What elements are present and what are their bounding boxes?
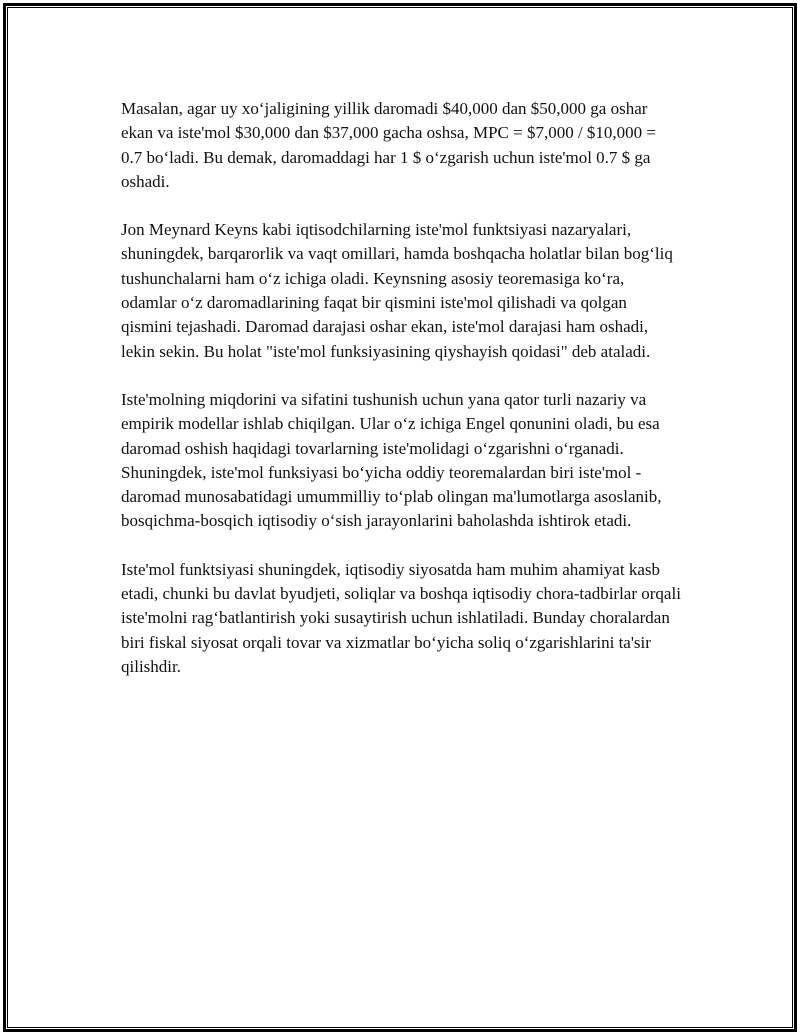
page-frame [3,3,797,1032]
paragraph-empirical-models: Iste'molning miqdorini va sifatini tushunish uchun yana qator turli nazariy va empirik modellar ishlab chiqilgan. Ular o‘z ichiga Engel qonunini oladi, bu esa daromad oshish haqidagi tovarlarning iste'molidagi o‘zgarishni o‘rganadi. Shuningdek, iste'mol funksiyasi bo‘yicha oddiy teoremalardan biri iste'mol - daromad munosabatidagi umummilliy to‘plab olingan ma'lumotlarga asoslanib, bosqichma-bosqich iqtisodiy o‘sish jarayonlarini baholashda ishtirok etadi. [121,389,662,531]
document-body [121,97,681,703]
paragraph-keynes-theory: Jon Meynard Keyns kabi iqtisodchilarning iste'mol funktsiyasi nazaryalari, shuningdek, barqarorlik va vaqt omillari, hamda boshqacha holatlar bilan bog‘liq tushunchalarni ham o‘z ichiga oladi. Keynsning asosiy teoremasiga ko‘ra, odamlar o‘z daromadlarining faqat bir qismini iste'mol qilishadi va qolgan qismini tejashadi. Daromad darajasi oshar ekan, iste'mol darajasi ham oshadi, lekin sekin. Bu holat "iste'mol funksiyasining qiyshayish qoidasi" deb ataladi. [121,220,673,361]
paragraph-economic-policy: Iste'mol funktsiyasi shuningdek, iqtisodiy siyosatda ham muhim ahamiyat kasb etadi, chunki bu davlat byudjeti, soliqlar va boshqa iqtisodiy chora-tadbirlar orqali iste'molni rag‘batlantirish yoki susaytirish uchun ishlatiladi. Bunday choralardan biri fiskal siyosat orqali tovar va xizmatlar bo‘yicha soliq o‘zgarishlarini ta'sir qilishdir. [121,559,681,676]
paragraph-mpc-example: Masalan, agar uy xo‘jaligining yillik daromadi $40,000 dan $50,000 ga oshar ekan va iste'mol $30,000 dan $37,000 gacha oshsa, MPC = $7,000 / $10,000 = 0.7 bo‘ladi. Bu demak, daromaddagi har 1 $ o‘zgarish uchun iste'mol 0.7 $ ga oshadi. [121,99,657,191]
